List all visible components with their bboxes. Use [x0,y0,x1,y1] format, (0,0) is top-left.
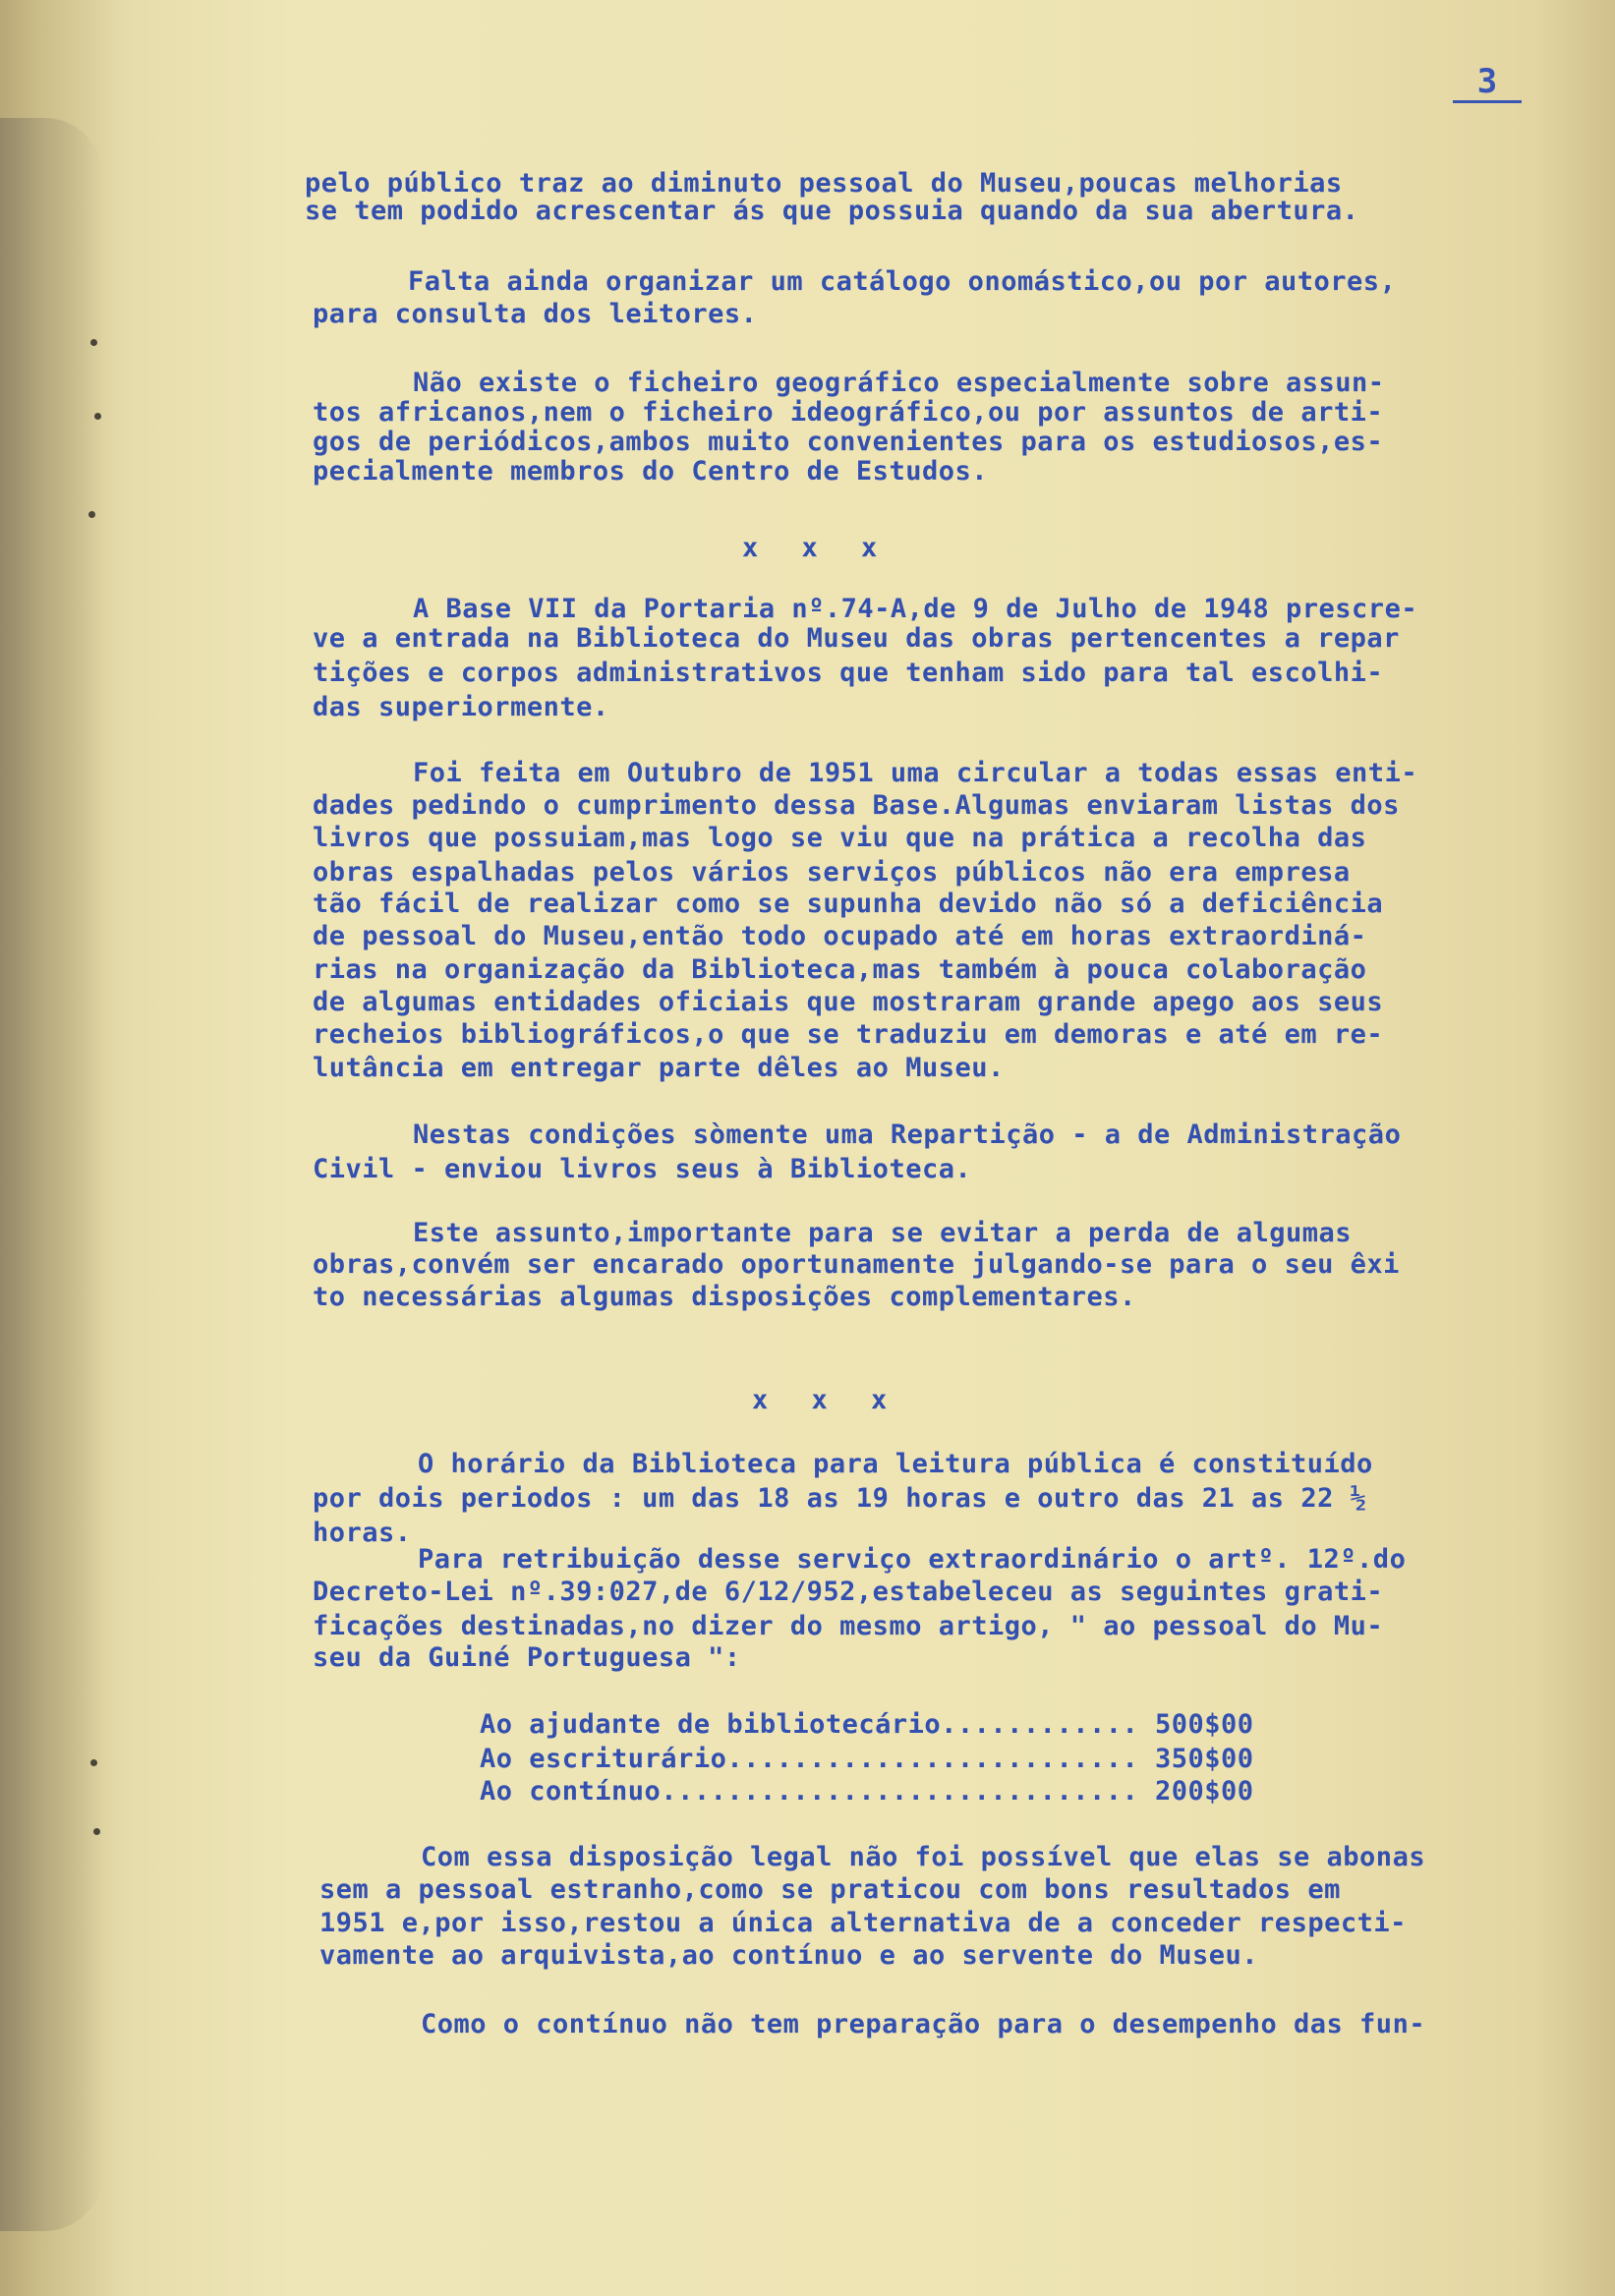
punch-hole [88,511,95,518]
salary-line: Ao escriturário......................... 350$00 [480,1744,1254,1774]
text-line: seu da Guiné Portuguesa ": [313,1642,741,1673]
punch-hole [90,339,97,346]
text-line: ficações destinadas,no dizer do mesmo artigo, " ao pessoal do Mu- [313,1611,1384,1641]
text-line: gos de periódicos,ambos muito convenientes para os estudiosos,es- [313,427,1384,457]
text-line: obras,convém ser encarado oportunamente julgando-se para o seu êxi [313,1249,1400,1280]
text-line: Este assunto,importante para se evitar a perda de algumas [413,1218,1353,1248]
text-line: tão fácil de realizar como se supunha devido não só a deficiência [313,889,1384,919]
salary-line: Ao contínuo............................. 200$00 [480,1776,1254,1807]
text-line: Foi feita em Outubro de 1951 uma circular a todas essas enti- [413,758,1418,788]
text-line: 1951 e,por isso,restou a única alternativa de a conceder respecti- [319,1908,1407,1938]
text-line: lutância em entregar parte dêles ao Museu. [313,1053,1005,1083]
text-line: sem a pessoal estranho,como se praticou com bons resultados em [319,1874,1341,1905]
text-line: Civil - enviou livros seus à Biblioteca. [313,1154,972,1184]
punch-hole [93,1828,100,1835]
text-line: Falta ainda organizar um catálogo onomástico,ou por autores, [408,266,1397,297]
text-line: Decreto-Lei nº.39:027,de 6/12/952,estabeleceu as seguintes grati- [313,1577,1384,1607]
text-line: de pessoal do Museu,então todo ocupado até em horas extraordiná- [313,921,1367,951]
text-line: pelo público traz ao diminuto pessoal do Museu,poucas melhorias [305,168,1343,199]
text-line: Nestas condições sòmente uma Repartição - a de Administração [413,1119,1402,1150]
text-line: A Base VII da Portaria nº.74-A,de 9 de Julho de 1948 prescre- [413,594,1418,624]
text-line: para consulta dos leitores. [313,299,758,329]
text-line: tições e corpos administrativos que tenham sido para tal escolhi- [313,658,1384,688]
text-line: recheios bibliográficos,o que se traduziu em demoras e até em re- [313,1019,1384,1050]
text-line: Para retribuição desse serviço extraordinário o artº. 12º.do [418,1544,1407,1575]
edge-stain [0,118,103,2231]
text-line: livros que possuiam,mas logo se viu que na prática a recolha das [313,823,1367,853]
text-line: ve a entrada na Biblioteca do Museu das obras pertencentes a repar [313,623,1400,654]
text-line: horas. [313,1518,412,1548]
salary-line: Ao ajudante de bibliotecário............ 500$00 [480,1709,1254,1740]
text-line: por dois periodos : um das 18 as 19 horas e outro das 21 as 22 ½ [313,1483,1367,1514]
page-number: 3 [1453,63,1522,103]
text-line: Como o contínuo não tem preparação para o desempenho das fun- [421,2009,1426,2039]
punch-hole [94,413,101,420]
text-line: dades pedindo o cumprimento dessa Base.Algumas enviaram listas dos [313,790,1400,821]
text-line: vamente ao arquivista,ao contínuo e ao servente do Museu. [319,1940,1259,1971]
text-line: Com essa disposição legal não foi possível que elas se abonas [421,1842,1426,1872]
text-line: de algumas entidades oficiais que mostraram grande apego aos seus [313,987,1384,1017]
text-line: se tem podido acrescentar ás que possuia quando da sua abertura. [305,196,1359,226]
text-line: Não existe o ficheiro geográfico especialmente sobre assun- [413,368,1385,398]
text-line: rias na organização da Biblioteca,mas também à pouca colaboração [313,954,1367,985]
punch-hole [90,1759,97,1766]
text-line: obras espalhadas pelos vários serviços públicos não era empresa [313,857,1351,888]
text-line: pecialmente membros do Centro de Estudos. [313,456,988,487]
section-separator: x x x [742,533,892,563]
text-line: O horário da Biblioteca para leitura pública é constituído [418,1449,1373,1479]
text-line: das superiormente. [313,692,609,722]
text-line: tos africanos,nem o ficheiro ideográfico,ou por assuntos de arti- [313,397,1384,428]
text-line: to necessárias algumas disposições complementares. [313,1282,1136,1312]
section-separator: x x x [752,1385,901,1415]
